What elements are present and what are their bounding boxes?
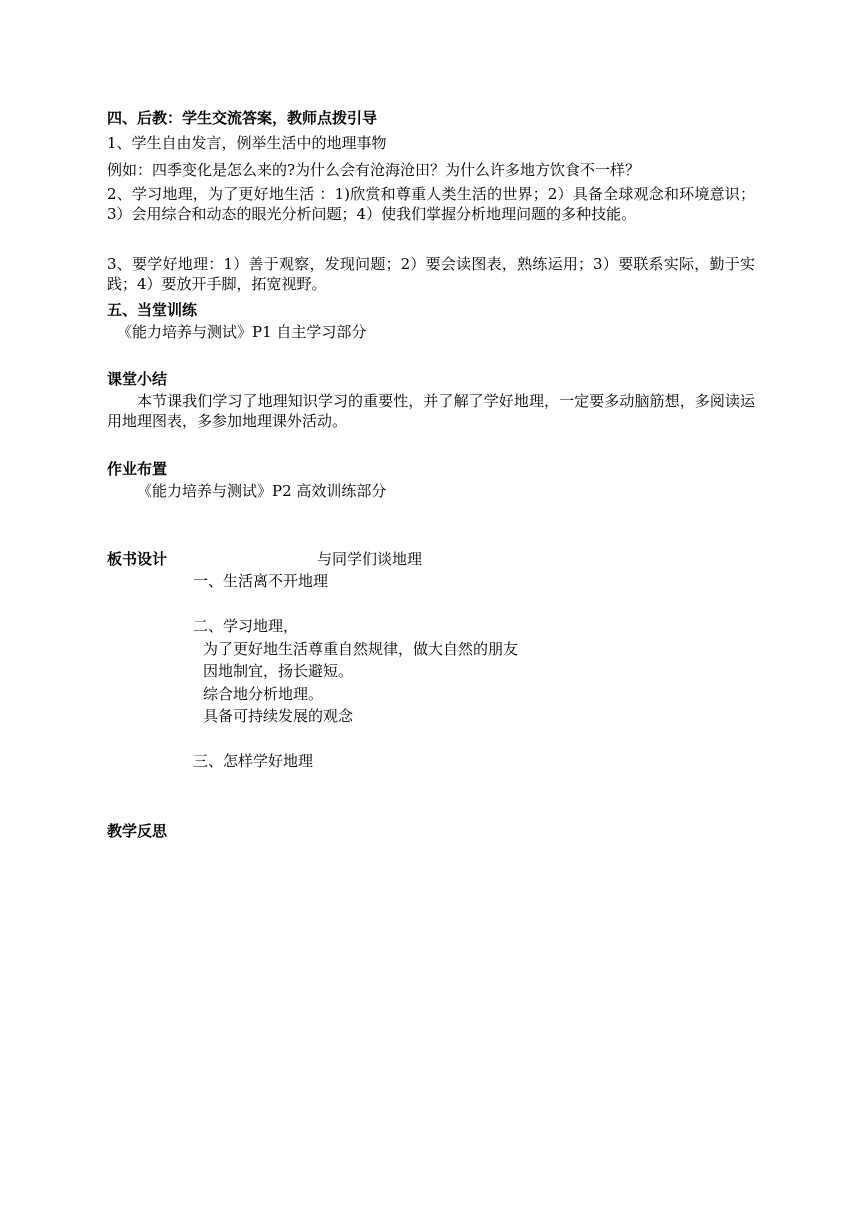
homework-paragraph-1: 《能力培养与测试》P2 高效训练部分 (137, 482, 387, 500)
section4-paragraph-2: 例如：四季变化是怎么来的?为什么会有沧海沧田？为什么许多地方饮食不一样？ (107, 161, 641, 179)
board-heading: 板书设计 (107, 550, 168, 568)
board-item-2-sub-3: 综合地分析地理。 (203, 685, 324, 703)
board-item-2-sub-4: 具备可持续发展的观念 (203, 707, 354, 725)
section4-paragraph-4: 3、要学好地理：1）善于观察，发现问题；2）要会读图表，熟练运用；3）要联系实际，勤于实践；4）要放开手脚，拓宽视野。 (107, 255, 755, 293)
section4-paragraph-3: 2、学习地理，为了更好地生活 ：1)欣赏和尊重人类生活的世界；2）具备全球观念和环境意识；3）会用综合和动态的眼光分析问题；4）使我们掌握分析地理问题的多种技能。 (107, 185, 755, 223)
summary-paragraph-1: 本节课我们学习了地理知识学习的重要性，并了解了学好地理，一定要多动脑筋想，多阅读运用地理图表，多参加地理课外活动。 (107, 392, 755, 430)
section5-paragraph-1: 《能力培养与测试》P1 自主学习部分 (117, 323, 367, 341)
homework-heading: 作业布置 (107, 460, 168, 478)
board-item-2-sub-2: 因地制宜，扬长避短。 (203, 662, 354, 680)
reflection-heading: 教学反思 (107, 822, 168, 840)
board-title: 与同学们谈地理 (317, 550, 423, 568)
section4-paragraph-1: 1、学生自由发言，例举生活中的地理事物 (107, 134, 387, 152)
summary-heading: 课堂小结 (107, 370, 168, 388)
section5-heading: 五、当堂训练 (107, 301, 198, 319)
board-item-2: 二、学习地理， (193, 617, 299, 635)
board-item-1: 一、生活离不开地理 (193, 572, 329, 590)
board-item-2-sub-1: 为了更好地生活尊重自然规律，做大自然的朋友 (203, 640, 519, 658)
board-item-3: 三、怎样学好地理 (193, 752, 314, 770)
section4-heading: 四、后教：学生交流答案，教师点拨引导 (107, 109, 378, 127)
